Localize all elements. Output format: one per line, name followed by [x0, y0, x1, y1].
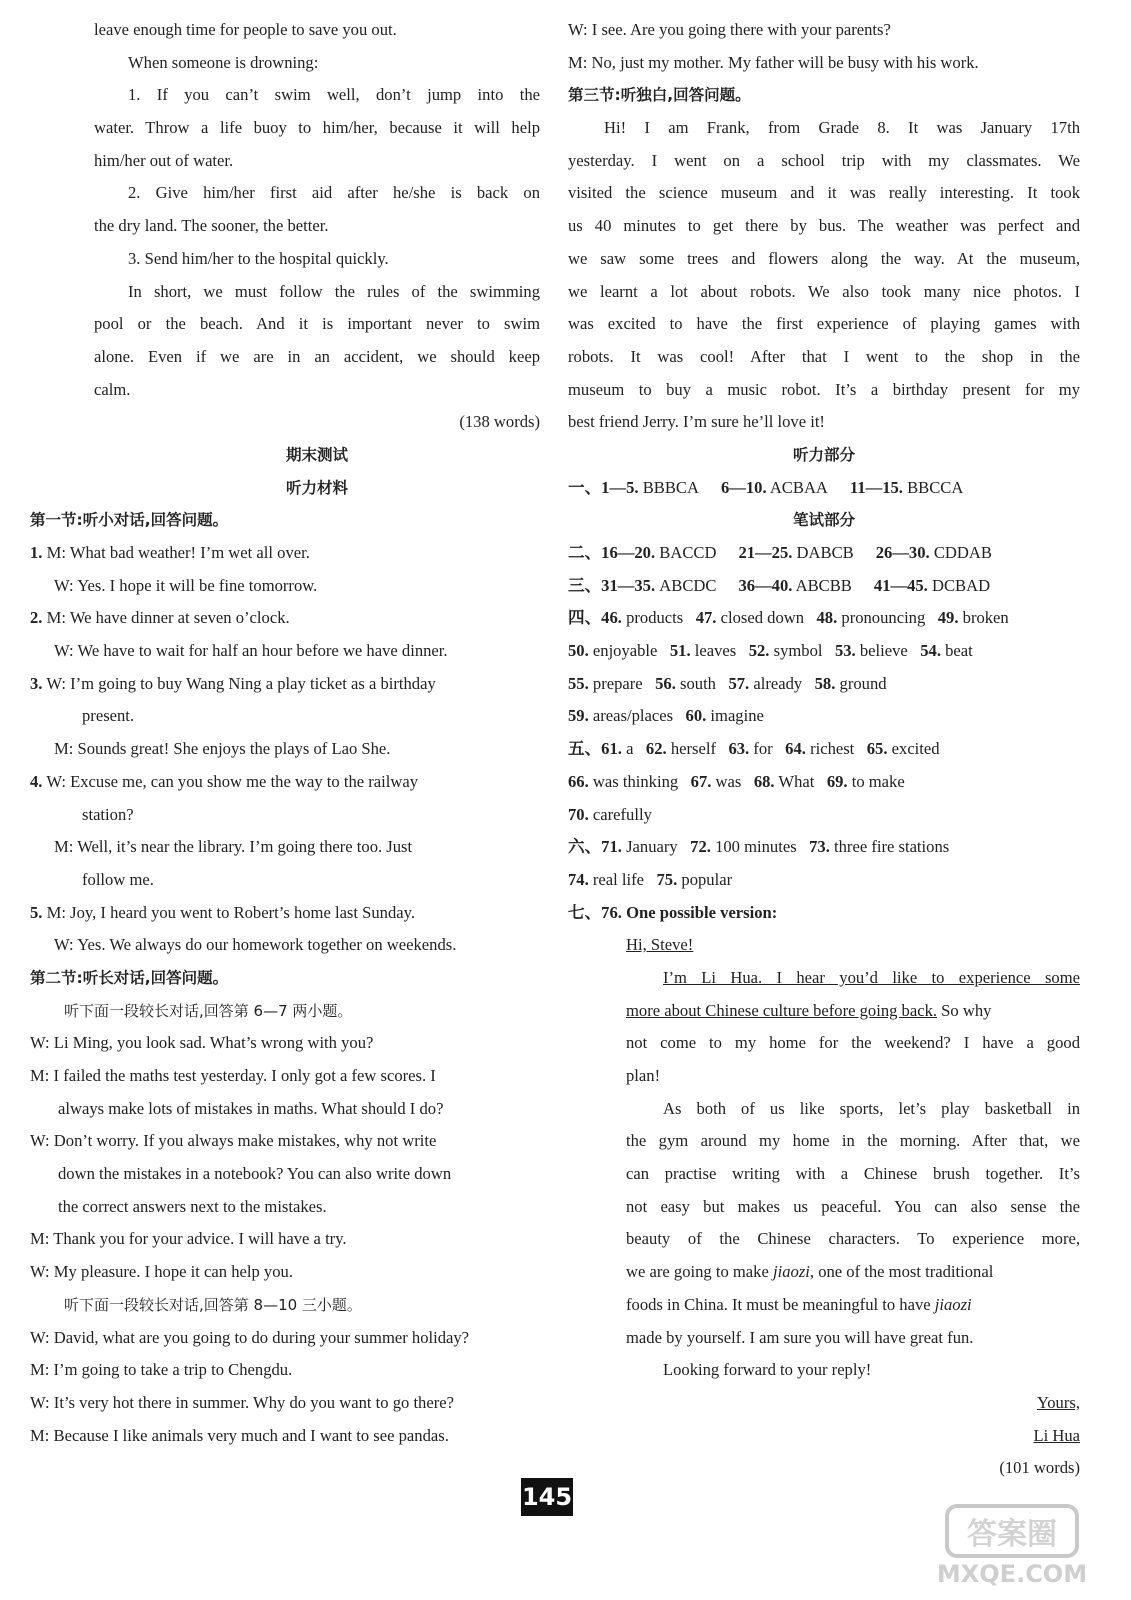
answer-value: excited: [891, 739, 940, 759]
answer-value: a: [626, 739, 634, 759]
text-line: best friend Jerry. I’m sure he’ll love it!: [568, 412, 825, 432]
dialogue-line: W: Don’t worry. If you always make mistakes, why not write: [30, 1131, 437, 1151]
answer-label: 57.: [728, 673, 750, 693]
answer-value: products: [626, 608, 684, 628]
text-line: we saw some trees and flowers along the way. At the museum,: [568, 248, 1080, 268]
answer-value: ABCBB: [795, 575, 852, 595]
answer-value: herself: [670, 739, 716, 759]
answer-label: 70.: [568, 804, 589, 824]
answer-row: [568, 766, 1080, 799]
answer-value: imagine: [710, 706, 764, 726]
dialogue-line: M: I’m going to take a trip to Chengdu.: [30, 1360, 293, 1380]
text-line: leave enough time for people to save you out.: [94, 20, 397, 39]
answer-row: [568, 733, 1080, 766]
dialogue-line: W: David, what are you going to do during your summer holiday?: [30, 1327, 470, 1347]
section-heading: 第二节:听长对话,回答问题。: [30, 968, 229, 987]
answer-label: 75.: [656, 869, 678, 889]
watermark-icon: [923, 1500, 1103, 1590]
letter-line: the gym around my home in the morning. After that, we: [626, 1131, 1080, 1151]
letter-line: As both of us like sports, let’s play basketball in: [663, 1098, 1080, 1118]
answer-value: believe: [859, 641, 908, 661]
text-line: 1. If you can’t swim well, don’t jump into the: [128, 85, 540, 105]
text-line: alone. Even if we are in an accident, we should keep: [94, 346, 540, 366]
answer-value: DCBAD: [931, 575, 991, 595]
letter-text: Li Hua: [1033, 1425, 1080, 1445]
answer-label: 36—40.: [738, 575, 793, 595]
answer-value: January: [626, 837, 678, 857]
answer-row: [568, 799, 1080, 832]
dialogue-text: W: I’m going to buy Wang Ning a play ticket as a birthday: [46, 673, 436, 693]
letter-text: Yours,: [1036, 1392, 1080, 1412]
answer-label: 62.: [645, 739, 667, 759]
text-line: Hi! I am Frank, from Grade 8. It was January 17th: [604, 118, 1080, 138]
dialogue-line: W: Yes. We always do our homework together on weekends.: [54, 935, 457, 955]
answer-label: 58.: [814, 673, 836, 693]
answer-label: 五、61.: [568, 739, 622, 759]
answer-label: 48.: [816, 608, 838, 628]
letter-text: , one of the most traditional: [809, 1262, 994, 1282]
answer-label: 64.: [785, 739, 806, 759]
left-column: [30, 14, 540, 1452]
answer-value: richest: [810, 739, 855, 759]
answer-label: 63.: [728, 739, 750, 759]
answer-value: CDDAB: [933, 543, 992, 562]
text-line: When someone is drowning:: [128, 52, 319, 72]
dialogue-line: follow me.: [82, 869, 154, 889]
answer-label: 52.: [748, 641, 770, 661]
letter-text: we are going to make: [626, 1262, 773, 1282]
dialogue-line: W: We have to wait for half an hour before we have dinner.: [54, 641, 448, 661]
section-heading: 第一节:听小对话,回答问题。: [30, 511, 229, 530]
answer-label: 56.: [655, 673, 676, 693]
answer-label: 41—45.: [873, 575, 928, 595]
answer-label: 60.: [685, 706, 707, 726]
letter-line: not come to my home for the weekend? I have a good: [626, 1033, 1080, 1053]
letter-greeting: Hi, Steve!: [626, 935, 694, 955]
answer-value: ACBAA: [769, 477, 828, 497]
answer-label: 53.: [834, 641, 856, 661]
dialogue-line: the correct answers next to the mistakes.: [58, 1196, 327, 1216]
dialogue-line: M: Because I like animals very much and I want to see pandas.: [30, 1425, 449, 1445]
letter-text: more about Chinese culture before going back.: [626, 1000, 938, 1020]
dialogue-line: down the mistakes in a notebook? You can also write down: [58, 1164, 452, 1184]
dialogue-line: station?: [82, 804, 134, 824]
letter-text: jiaozi: [773, 1262, 810, 1282]
answer-value: prepare: [592, 673, 643, 693]
answer-row: [568, 897, 1080, 930]
text-line: robots. It was cool! After that I went to the shop in the: [568, 346, 1080, 366]
answer-label: 65.: [866, 739, 888, 759]
item-number: 4.: [30, 771, 43, 791]
letter-line: can practise writing with a Chinese brush together. It’s: [626, 1164, 1080, 1184]
watermark-logo: [923, 1500, 1103, 1590]
answer-value: closed down: [720, 608, 805, 628]
text-line: 2. Give him/her first aid after he/she is back on: [128, 183, 540, 203]
answer-row: [568, 570, 1080, 603]
dialogue-line: W: Yes. I hope it will be fine tomorrow.: [54, 575, 318, 595]
text-line: In short, we must follow the rules of the swimming: [128, 281, 540, 301]
letter-line: I’m Li Hua. I hear you’d like to experience some: [663, 967, 1080, 987]
dialogue-line: present.: [82, 706, 135, 726]
watermark-text: MXQE.COM: [936, 1560, 1088, 1588]
text-line: was excited to have the first experience of playing games with: [568, 314, 1080, 334]
answer-value: pronouncing: [841, 608, 926, 628]
letter-text: So why: [937, 1000, 992, 1020]
answer-value: One possible version:: [626, 902, 778, 922]
answer-label: 55.: [568, 673, 589, 693]
answer-value: three fire stations: [834, 837, 950, 857]
page-number: 145: [521, 1478, 573, 1516]
letter-line: [568, 1289, 1080, 1322]
section-title: 听力部分: [792, 445, 855, 464]
answer-value: real life: [592, 869, 645, 889]
answer-label: 73.: [809, 837, 830, 857]
letter-line: Looking forward to your reply!: [663, 1360, 872, 1380]
answer-label: 59.: [568, 706, 589, 726]
dialogue-line: always make lots of mistakes in maths. What should I do?: [58, 1098, 444, 1118]
answer-label: 50.: [568, 641, 589, 661]
letter-line: made by yourself. I am sure you will have great fun.: [626, 1327, 974, 1347]
answer-value: BACCD: [659, 543, 717, 562]
letter-closing: [568, 1387, 1080, 1420]
text-line: him/her out of water.: [94, 150, 234, 170]
dialogue-line: [30, 897, 540, 930]
dialogue-line: M: Sounds great! She enjoys the plays of Lao She.: [54, 739, 391, 759]
answer-label: 六、71.: [568, 837, 622, 857]
answer-value: carefully: [592, 804, 652, 824]
answer-row: [568, 472, 1080, 505]
answer-value: was thinking: [592, 771, 679, 791]
section-heading: 第三节:听独白,回答问题。: [568, 86, 751, 105]
answer-label: 四、46.: [568, 608, 622, 628]
letter-line: [568, 1256, 1080, 1289]
answer-value: to make: [851, 771, 905, 791]
word-count: (138 words): [459, 412, 540, 432]
answer-value: popular: [681, 869, 733, 889]
dialogue-line: [30, 537, 540, 570]
answer-label: 11—15.: [849, 477, 903, 497]
letter-line: beauty of the Chinese characters. To experience more,: [626, 1229, 1080, 1249]
answer-label: 67.: [690, 771, 712, 791]
answer-value: beat: [945, 641, 973, 661]
answer-row: [568, 537, 1080, 570]
section-title: 笔试部分: [792, 511, 855, 530]
text-line: we learnt a lot about robots. We also took many nice photos. I: [568, 281, 1080, 301]
answer-label: 三、31—35.: [568, 575, 656, 595]
answer-label: 51.: [669, 641, 691, 661]
dialogue-line: [30, 766, 540, 799]
text-line: visited the science museum and it was really interesting. It took: [568, 183, 1080, 203]
text-line: us 40 minutes to get there by bus. The weather was perfect and: [568, 216, 1080, 236]
answer-label: 68.: [753, 771, 775, 791]
answer-label: 21—25.: [738, 543, 793, 562]
text-line: the dry land. The sooner, the better.: [94, 216, 329, 236]
dialogue-line: W: My pleasure. I hope it can help you.: [30, 1262, 293, 1282]
answer-row: [568, 635, 1080, 668]
answer-label: 49.: [937, 608, 959, 628]
text-line: yesterday. I went on a school trip with my classmates. We: [568, 150, 1080, 170]
dialogue-text: M: Joy, I heard you went to Robert’s home last Sunday.: [46, 902, 416, 922]
dialogue-line: M: No, just my mother. My father will be busy with his work.: [568, 52, 979, 72]
answer-value: 100 minutes: [715, 837, 797, 857]
answer-value: DABCB: [796, 543, 854, 562]
section-title: 期末测试: [285, 445, 348, 464]
answer-label: 6—10.: [720, 477, 767, 497]
answer-label: 七、76.: [568, 902, 622, 922]
svg-text:答案圈: 答案圈: [967, 1517, 1057, 1552]
answer-value: south: [680, 673, 716, 693]
dialogue-line: W: Li Ming, you look sad. What’s wrong with you?: [30, 1033, 374, 1053]
letter-text: jiaozi: [934, 1294, 972, 1314]
answer-label: 74.: [568, 869, 589, 889]
item-number: 3.: [30, 673, 43, 693]
text-line: museum to buy a music robot. It’s a birthday present for my: [568, 379, 1080, 399]
word-count: (101 words): [999, 1458, 1080, 1478]
answer-row: [568, 831, 1080, 864]
answer-value: BBCCA: [907, 477, 964, 497]
answer-value: already: [753, 673, 803, 693]
dialogue-line: M: Well, it’s near the library. I’m going there too. Just: [54, 837, 413, 857]
answer-row: [568, 864, 1080, 897]
text-line: water. Throw a life buoy to him/her, because it will help: [94, 118, 540, 138]
answer-row: [568, 668, 1080, 701]
answer-label: 一、1—5.: [568, 477, 639, 497]
letter-text: foods in China. It must be meaningful to have: [626, 1294, 935, 1314]
instruction: 听下面一段较长对话,回答第 6—7 两小题。: [64, 1001, 353, 1020]
answer-row: [568, 602, 1080, 635]
dialogue-line: [30, 602, 540, 635]
dialogue-line: W: I see. Are you going there with your parents?: [568, 20, 891, 39]
answer-value: ground: [839, 673, 887, 693]
answer-value: areas/places: [592, 706, 674, 726]
answer-value: leaves: [694, 641, 737, 661]
answer-label: 72.: [690, 837, 711, 857]
dialogue-text: M: What bad weather! I’m wet all over.: [46, 543, 310, 562]
text-line: 3. Send him/her to the hospital quickly.: [128, 248, 389, 268]
answer-value: for: [753, 739, 773, 759]
dialogue-line: [30, 668, 540, 701]
item-number: 5.: [30, 902, 43, 922]
answer-value: BBBCA: [642, 477, 699, 497]
dialogue-text: W: Excuse me, can you show me the way to the railway: [46, 771, 419, 791]
item-number: 2.: [30, 608, 43, 628]
answer-value: symbol: [773, 641, 823, 661]
answer-label: 47.: [695, 608, 717, 628]
answer-value: broken: [962, 608, 1009, 628]
letter-line: not easy but makes us peaceful. You can also sense the: [626, 1196, 1080, 1216]
dialogue-text: M: We have dinner at seven o’clock.: [46, 608, 290, 628]
section-subtitle: 听力材料: [285, 478, 348, 497]
answer-label: 26—30.: [875, 543, 930, 562]
instruction: 听下面一段较长对话,回答第 8—10 三小题。: [64, 1295, 362, 1314]
dialogue-line: M: I failed the maths test yesterday. I only got a few scores. I: [30, 1066, 436, 1085]
answer-value: was: [715, 771, 742, 791]
text-line: pool or the beach. And it is important never to swim: [94, 314, 540, 334]
dialogue-line: W: It’s very hot there in summer. Why do you want to go there?: [30, 1392, 454, 1412]
letter-line: plan!: [626, 1066, 661, 1085]
letter-signature: [568, 1420, 1080, 1453]
text-line: calm.: [94, 379, 131, 399]
answer-value: enjoyable: [592, 641, 658, 661]
answer-value: What: [778, 771, 815, 791]
answer-label: 66.: [568, 771, 589, 791]
answer-label: 69.: [826, 771, 848, 791]
answer-label: 54.: [920, 641, 941, 661]
dialogue-line: M: Thank you for your advice. I will have a try.: [30, 1229, 347, 1249]
item-number: 1.: [30, 543, 43, 562]
right-column: [568, 14, 1080, 1485]
answer-value: ABCDC: [659, 575, 717, 595]
answer-label: 二、16—20.: [568, 543, 656, 562]
answer-row: [568, 700, 1080, 733]
letter-line: [568, 995, 1080, 1028]
